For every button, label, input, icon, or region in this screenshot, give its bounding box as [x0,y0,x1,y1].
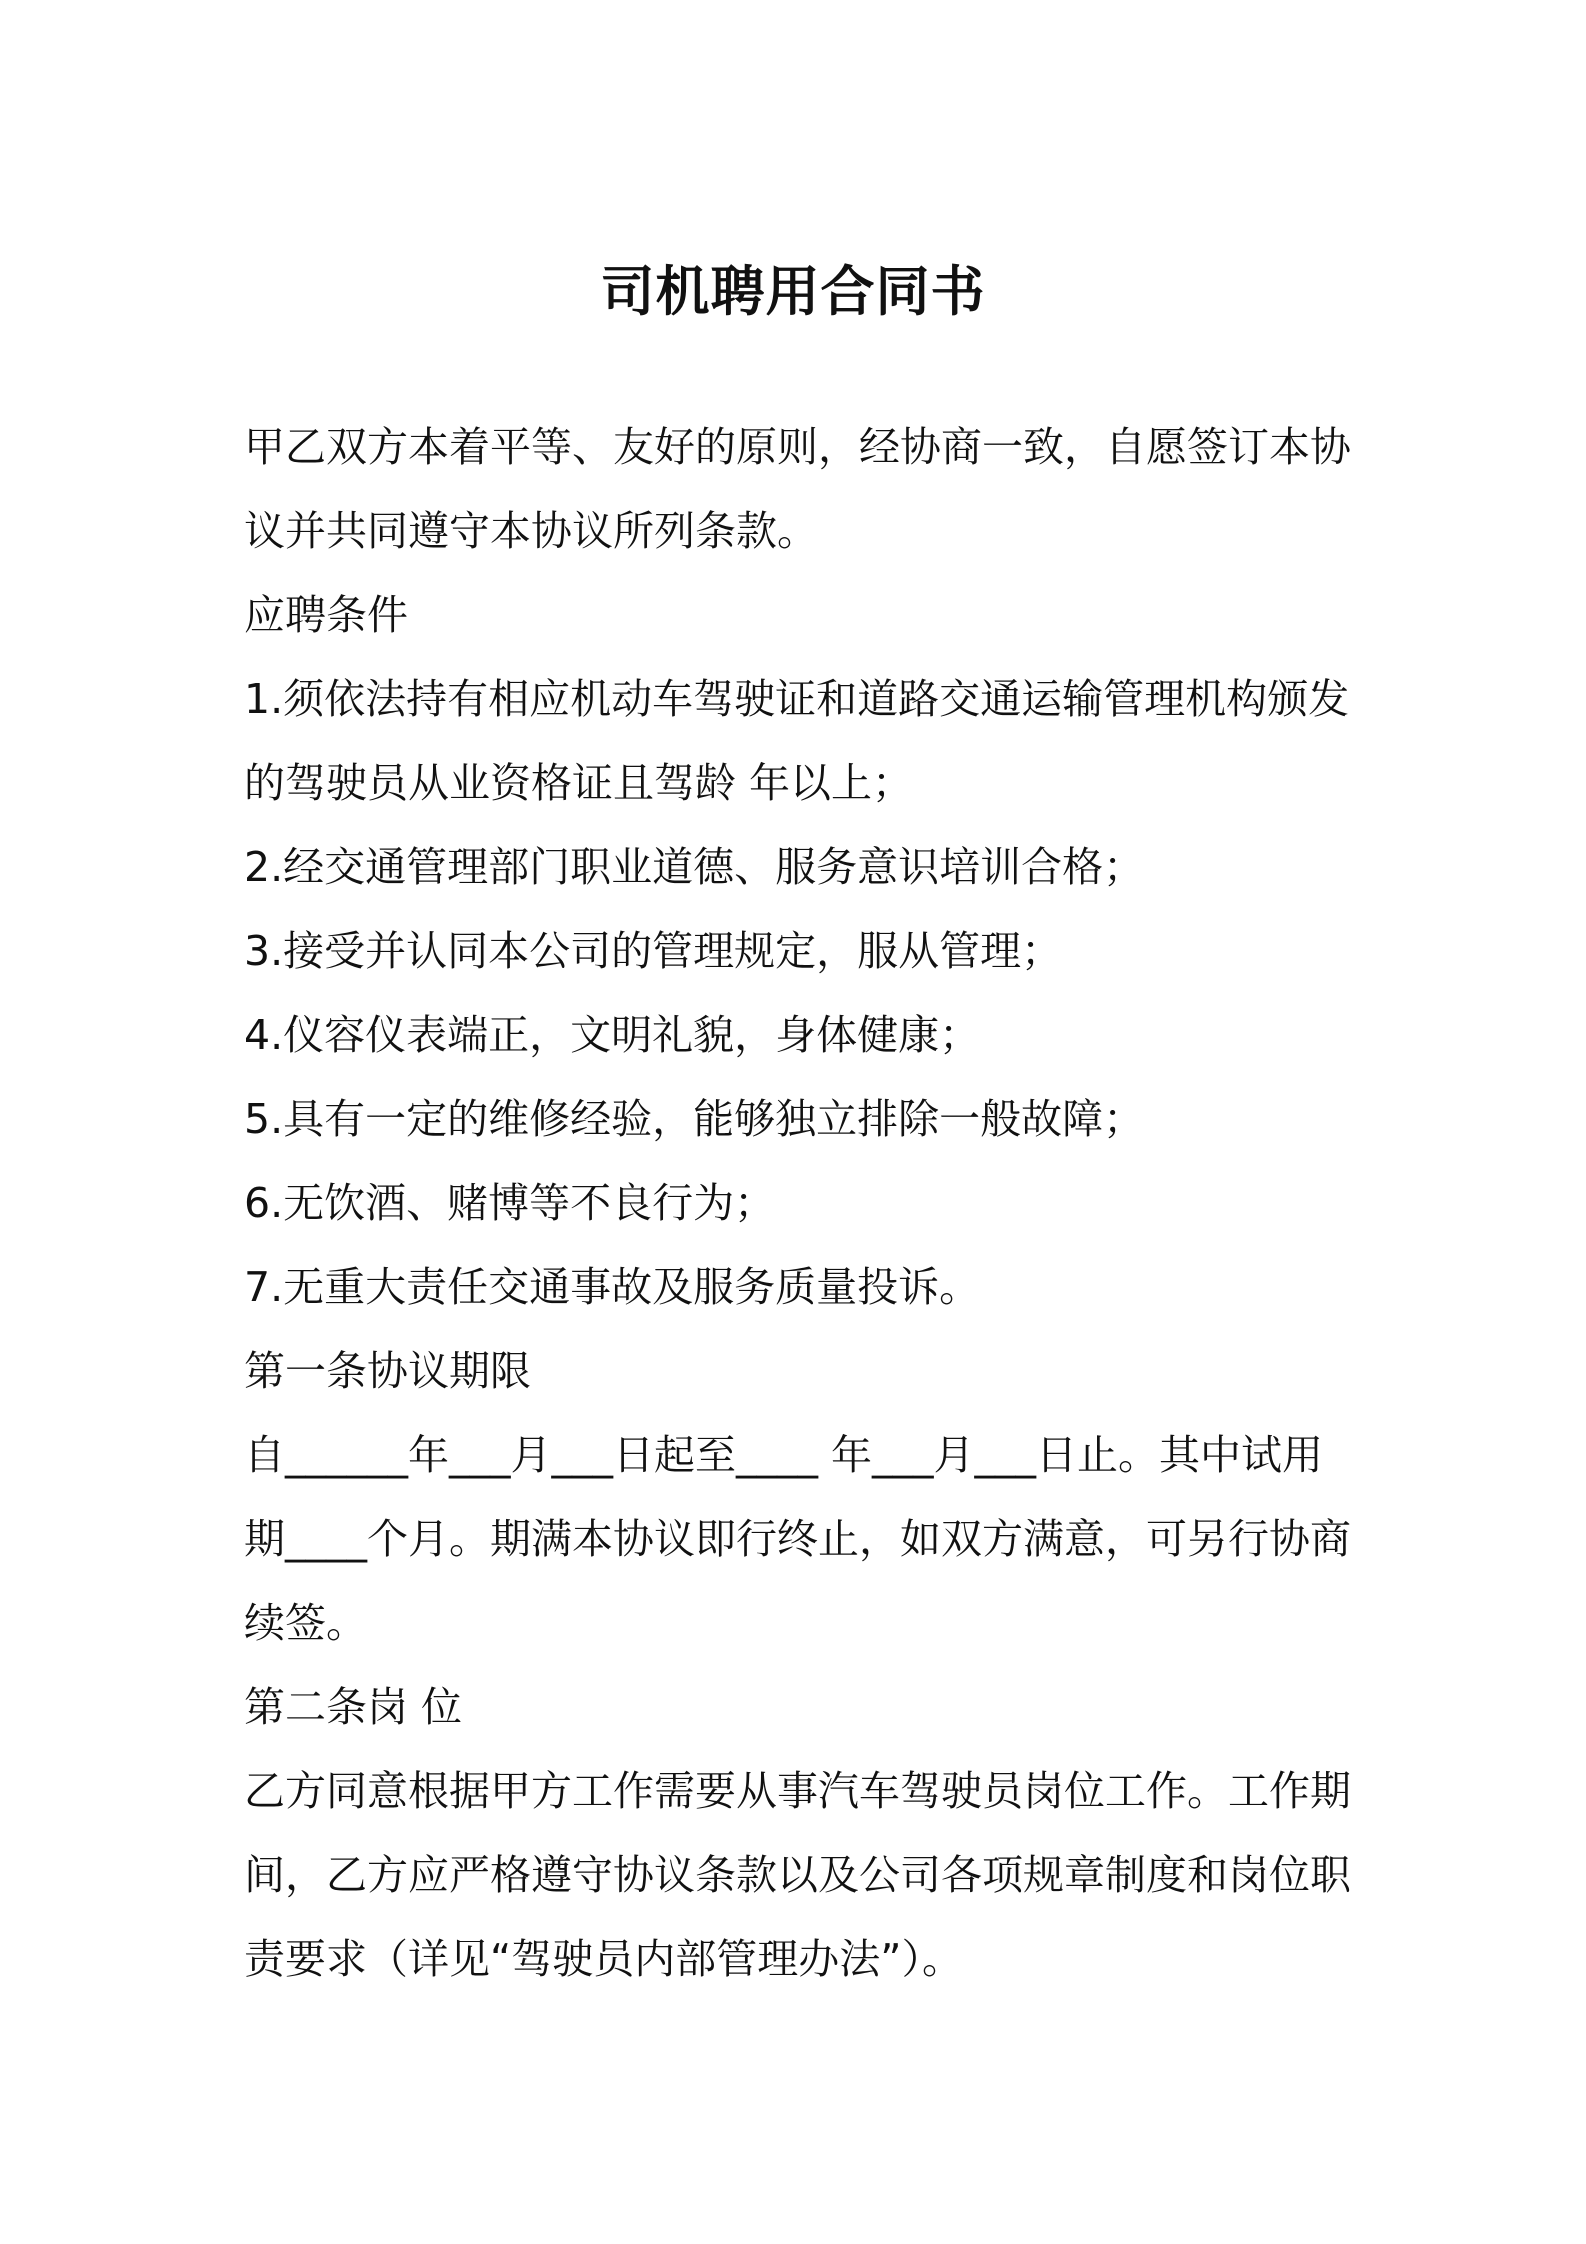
requirement-item-7: 7.无重大责任交通事故及服务质量投诉。 [244,1263,981,1311]
requirement-item-5: 5.具有一定的维修经验，能够独立排除一般故障； [244,1095,1145,1143]
document-title: 司机聘用合同书 [600,260,986,323]
document-body [244,405,1364,2001]
article-1-body: 自______年___月___日起至____ 年___月___日止。其中试用期____个月。期满本协议即行终止，如双方满意，可另行协商续签。 [244,1431,1351,1647]
requirement-item-6: 6.无饮酒、赌博等不良行为； [244,1179,776,1227]
requirement-item-4: 4.仪容仪表端正，文明礼貌，身体健康； [244,1011,981,1059]
requirement-item-2: 2.经交通管理部门职业道德、服务意识培训合格； [244,843,1145,891]
intro-paragraph: 甲乙双方本着平等、友好的原则，经协商一致，自愿签订本协议并共同遵守本协议所列条款。 [244,423,1351,555]
article-2-body: 乙方同意根据甲方工作需要从事汽车驾驶员岗位工作。工作期间，乙方应严格遵守协议条款以及公司各项规章制度和岗位职责要求（详见“驾驶员内部管理办法”）。 [244,1767,1351,1983]
article-1-heading: 第一条协议期限 [244,1347,531,1395]
section-heading-requirements: 应聘条件 [244,591,408,639]
requirement-item-1: 1.须依法持有相应机动车驾驶证和道路交通运输管理机构颁发的驾驶员从业资格证且驾龄 年以上； [244,675,1350,807]
article-2-heading: 第二条岗 位 [244,1683,463,1731]
requirement-item-3: 3.接受并认同本公司的管理规定，服从管理； [244,927,1063,975]
